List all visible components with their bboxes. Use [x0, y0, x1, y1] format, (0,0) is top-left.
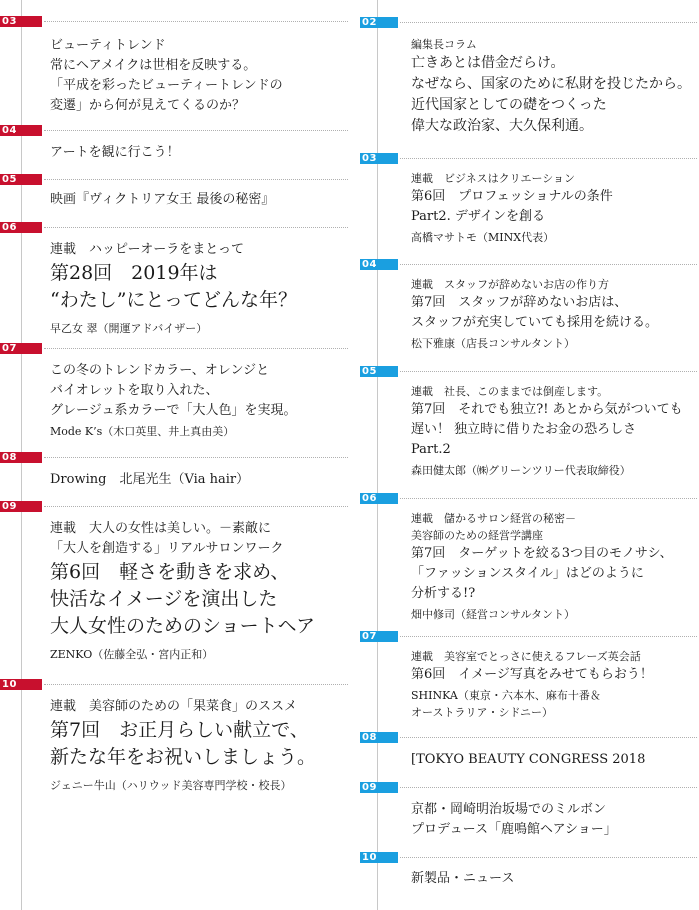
entry-line: 映画『ヴィクトリア女王 最後の秘密』 — [50, 192, 275, 207]
entry-line: 分析する!? — [411, 586, 476, 601]
entry-line: ビューティトレンド — [50, 38, 166, 53]
entry-line: 「ファッションスタイル」はどのように — [411, 566, 644, 581]
page-number-badge: 06 — [360, 493, 398, 504]
page-number-badge: 05 — [0, 174, 42, 185]
headline-line: “わたし”にとってどんな年？ — [50, 289, 298, 311]
entry-line: プロデュース「鹿鳴館ヘアショー」 — [411, 822, 617, 837]
page-number-badge: 10 — [0, 679, 42, 690]
entry-line: 第6回 プロフェッショナルの条件 — [411, 189, 613, 204]
dotted-separator — [44, 227, 348, 228]
column-caption: 連載 儲かるサロン経営の秘密－ — [411, 512, 576, 525]
dotted-separator — [400, 737, 697, 738]
page-number-badge: 09 — [360, 782, 398, 793]
page-number-badge: 08 — [0, 452, 42, 463]
dotted-separator — [400, 857, 697, 858]
dotted-separator — [400, 264, 697, 265]
entry-line: スタッフが充実していても採用を続ける。 — [411, 315, 659, 330]
author-credit: 森田健太郎（㈱グリーンツリー代表取締役） — [411, 464, 631, 477]
headline-line: 大人女性のためのショートヘア — [50, 615, 316, 637]
entry-line: [TOKYO BEAUTY CONGRESS 2018 — [411, 752, 646, 767]
entry-line: 第6回 イメージ写真をみせてもらおう！ — [411, 667, 653, 682]
dotted-separator — [400, 636, 697, 637]
entry-line: バイオレットを取り入れた、 — [50, 383, 219, 398]
entry-line: アートを観に行こう！ — [50, 145, 180, 160]
page-number-badge: 09 — [0, 501, 42, 512]
author-credit: ZENKO（佐藤全弘・宮内正和） — [50, 648, 214, 661]
series-subtitle: 「大人を創造する」リアルサロンワーク — [50, 541, 284, 556]
entry-line: 亡きあとは借金だらけ。 — [411, 55, 565, 71]
entry-line: 第7回 スタッフが辞めないお店は、 — [411, 295, 628, 310]
column-caption: 連載 社長、このままでは倒産します。 — [411, 385, 609, 398]
dotted-separator — [400, 371, 697, 372]
column-caption: 連載 美容室でとっさに使えるフレーズ英会話 — [411, 650, 641, 663]
entry-line: Drowing 北尾光生（Via hair） — [50, 472, 250, 487]
dotted-separator — [44, 21, 348, 22]
page-number-badge: 07 — [360, 631, 398, 642]
dotted-separator — [400, 498, 697, 499]
dotted-separator — [44, 179, 348, 180]
right-column-rule — [377, 0, 378, 910]
page-number-badge: 04 — [0, 125, 42, 136]
headline-line: 第6回 軽さを動きを求め、 — [50, 561, 290, 583]
headline-line: 第7回 お正月らしい献立で、 — [50, 719, 309, 741]
series-title: 連載 美容師のための「果菜食」のススメ — [50, 699, 298, 714]
page-number-badge: 02 — [360, 17, 398, 28]
series-title: 連載 大人の女性は美しい。－素敵に — [50, 521, 272, 536]
author-credit: SHINKA（東京・六本木、麻布十番＆ — [411, 689, 601, 702]
entry-line: 常にヘアメイクは世相を反映する。 — [50, 58, 257, 73]
headline-line: 新たな年をお祝いしましょう。 — [50, 746, 317, 768]
dotted-separator — [400, 158, 697, 159]
page-number-badge: 04 — [360, 259, 398, 270]
headline-line: 快活なイメージを演出した — [50, 588, 278, 610]
entry-line: グレージュ系カラーで「大人色」を実現。 — [50, 403, 297, 418]
entry-line: 遅い！ 独立時に借りたお金の恐ろしさ — [411, 422, 637, 437]
dotted-separator — [44, 506, 348, 507]
entry-line: Part.2 — [411, 442, 451, 457]
dotted-separator — [400, 787, 697, 788]
headline-line: 第28回 2019年は — [50, 262, 218, 284]
dotted-separator — [44, 348, 348, 349]
column-caption: 編集長コラム — [411, 38, 477, 51]
entry-line: この冬のトレンドカラー、オレンジと — [50, 363, 270, 378]
author-credit: Mode K’s（木口英里、井上真由美） — [50, 425, 235, 438]
entry-line: 京都・岡崎明治坂場でのミルボン — [411, 802, 607, 817]
entry-line: 第7回 ターゲットを絞る3つ目のモノサシ、 — [411, 546, 673, 561]
entry-line: 近代国家としての礎をつくった — [411, 97, 607, 113]
author-credit: 早乙女 翠（開運アドバイザー） — [50, 322, 208, 335]
column-caption: 連載 ビジネスはクリエーション — [411, 172, 576, 185]
entry-line: なぜなら、国家のために私財を投じたから。 — [411, 76, 691, 92]
entry-line: 新製品・ニュース — [411, 871, 515, 886]
author-credit-cont: オーストラリア・シドニー） — [411, 706, 554, 719]
entry-line: Part2. デザインを創る — [411, 209, 545, 224]
dotted-separator — [44, 130, 348, 131]
author-credit: 松下雅康（店長コンサルタント） — [411, 337, 576, 350]
page-number-badge: 03 — [360, 153, 398, 164]
dotted-separator — [400, 22, 697, 23]
author-credit: 高橋マサトモ（MINX代表） — [411, 231, 555, 244]
entry-line: 変遷」から何が見えてくるのか？ — [50, 98, 246, 113]
page-number-badge: 03 — [0, 16, 42, 27]
column-caption: 連載 スタッフが辞めないお店の作り方 — [411, 278, 609, 291]
page-number-badge: 05 — [360, 366, 398, 377]
page-number-badge: 06 — [0, 222, 42, 233]
series-title: 連載 ハッピーオーラをまとって — [50, 242, 244, 257]
entry-line: 「平成を彩ったビューティートレンドの — [50, 78, 283, 93]
entry-line: 偉大な政治家、大久保利通。 — [411, 118, 593, 134]
page-number-badge: 08 — [360, 732, 398, 743]
page-number-badge: 10 — [360, 852, 398, 863]
dotted-separator — [44, 684, 348, 685]
dotted-separator — [44, 457, 348, 458]
right-column — [360, 0, 699, 910]
author-credit: ジェニー牛山（ハリウッド美容専門学校・校長） — [50, 779, 292, 792]
author-credit: 畑中修司（経営コンサルタント） — [411, 608, 576, 621]
entry-line: 第7回 それでも独立?! あとから気がついても — [411, 402, 683, 417]
column-caption-sub: 美容師のための経営学講座 — [411, 529, 543, 542]
page-number-badge: 07 — [0, 343, 42, 354]
